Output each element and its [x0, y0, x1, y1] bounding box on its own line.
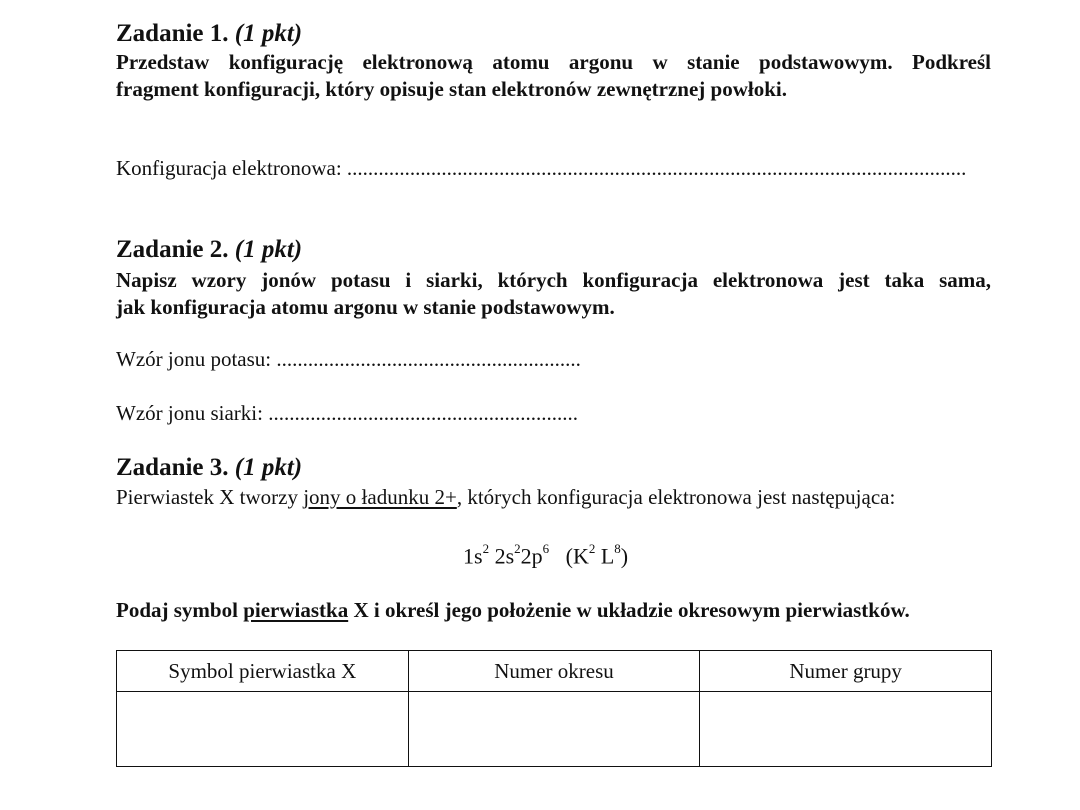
electron-configuration-formula: $1s^2$ $2s^22p^6$ ($K^2$ $L^8$)	[463, 541, 629, 569]
task3-sentence-underlined: jony o ładunku 2+	[303, 485, 457, 509]
answer-cell-element-symbol[interactable]	[117, 692, 409, 767]
task3-question-underlined: pierwiastka	[243, 598, 349, 622]
task1-answer-field[interactable]: ......................................................................................................................	[346, 156, 967, 180]
task2-heading	[116, 236, 302, 264]
task1-instruction-line2: fragment konfiguracji, który opisuje stan elektronów zewnętrznej powłoki.	[116, 77, 787, 101]
answer-cell-period-number[interactable]	[408, 692, 700, 767]
task3-sentence-end: , których konfiguracja elektronowa jest następująca:	[456, 485, 896, 509]
task3-question	[116, 598, 910, 623]
task2-title: Zadanie 2.	[116, 236, 229, 263]
answer-table-header-row	[117, 651, 992, 692]
task3-title: Zadanie 3.	[116, 454, 229, 481]
task2-instruction-line2: jak konfiguracja atomu argonu w stanie podstawowym.	[116, 295, 615, 319]
task2-potassium-line	[116, 347, 581, 372]
task1-points: (1 pkt)	[234, 20, 303, 47]
header-group-number: Numer grupy	[700, 651, 992, 692]
answer-cell-group-number[interactable]	[700, 692, 992, 767]
task2-sulfur-field[interactable]: ...........................................................	[268, 401, 578, 425]
task1-instruction-line1: Przedstaw konfigurację elektronową atomu argonu w stanie podstawowym. Podkreśl	[116, 50, 991, 74]
task3-sentence	[116, 485, 895, 510]
task1-answer-label: Konfiguracja elektronowa:	[116, 156, 342, 180]
answer-table	[116, 650, 992, 767]
task2-points: (1 pkt)	[234, 236, 303, 263]
task3-question-end: X i określ jego położenie w układzie okresowym pierwiastków.	[348, 598, 910, 622]
answer-table-row	[117, 692, 992, 767]
task2-instruction-line1: Napisz wzory jonów potasu i siarki, których konfiguracja elektronowa jest taka sama,	[116, 268, 991, 292]
task2-sulfur-label: Wzór jonu siarki:	[116, 401, 263, 425]
header-period-number: Numer okresu	[408, 651, 700, 692]
task2-potassium-field[interactable]: ..........................................................	[276, 347, 581, 371]
task2-sulfur-line	[116, 401, 578, 426]
task3-points: (1 pkt)	[234, 454, 303, 481]
task3-question-start: Podaj symbol	[116, 598, 244, 622]
task1-heading	[116, 20, 302, 48]
task2-potassium-label: Wzór jonu potasu:	[116, 347, 272, 371]
task1-answer-line	[116, 156, 966, 181]
header-element-symbol: Symbol pierwiastka X	[117, 651, 409, 692]
task1-title: Zadanie 1.	[116, 20, 229, 47]
task3-sentence-start: Pierwiastek X tworzy	[116, 485, 304, 509]
task3-heading	[116, 454, 302, 482]
